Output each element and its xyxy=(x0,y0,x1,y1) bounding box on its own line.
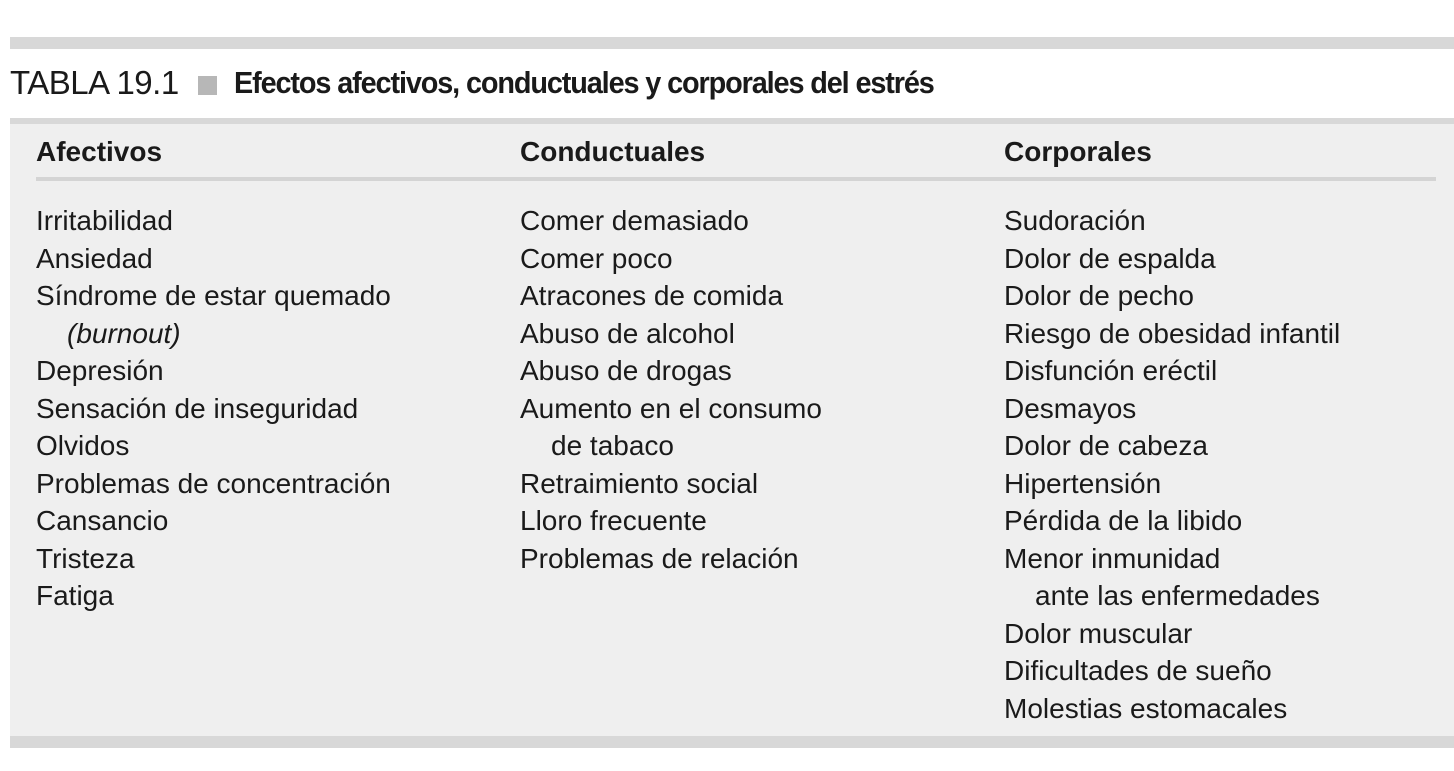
column-header: Corporales xyxy=(1004,136,1152,167)
header-divider xyxy=(36,177,1436,181)
list-item: Comer poco xyxy=(520,242,673,274)
list-item: Problemas de concentración xyxy=(36,467,391,499)
list-item-continuation: ante las enfermedades xyxy=(1035,580,1320,611)
list-item: Tristeza xyxy=(36,542,135,574)
list-item: Problemas de relación xyxy=(520,542,799,574)
square-bullet-icon xyxy=(198,76,217,95)
list-item: Aumento en el consumo xyxy=(520,392,822,424)
list-item: Depresión xyxy=(36,355,164,386)
table-number: TABLA 19.1 xyxy=(10,64,179,101)
column-header: Afectivos xyxy=(36,136,163,167)
list-item: Dolor de espalda xyxy=(1004,242,1216,274)
list-item: Riesgo de obesidad infantil xyxy=(1004,317,1341,349)
item-list xyxy=(36,202,391,615)
list-item: Ansiedad xyxy=(36,242,153,274)
bottom-rule xyxy=(10,736,1454,748)
list-item: Sudoración xyxy=(1004,205,1146,236)
list-item: Atracones de comida xyxy=(520,280,784,311)
list-item: Comer demasiado xyxy=(520,205,749,236)
list-item: Abuso de drogas xyxy=(520,355,732,386)
column-header: Conductuales xyxy=(520,136,706,167)
list-item: Dolor de cabeza xyxy=(1004,430,1208,461)
item-list xyxy=(520,202,822,577)
list-item-continuation: de tabaco xyxy=(551,430,674,461)
list-item: Molestias estomacales xyxy=(1004,692,1288,724)
list-item: Hipertensión xyxy=(1004,467,1162,499)
list-item: Menor inmunidad xyxy=(1004,542,1221,574)
table-panel xyxy=(10,118,1454,748)
list-item: Disfunción eréctil xyxy=(1004,355,1218,386)
list-item: Lloro frecuente xyxy=(520,505,707,536)
list-item: Dificultades de sueño xyxy=(1004,655,1272,686)
list-item: Retraimiento social xyxy=(520,467,759,499)
table-title: Efectos afectivos, conductuales y corporales del estrés xyxy=(233,65,934,100)
table-caption xyxy=(10,62,986,104)
item-list xyxy=(1004,202,1340,727)
list-item: Dolor de pecho xyxy=(1004,280,1194,311)
list-item: Sensación de inseguridad xyxy=(36,392,359,424)
list-item-continuation: (burnout) xyxy=(67,317,181,349)
list-item: Abuso de alcohol xyxy=(520,317,735,349)
top-rule xyxy=(10,37,1454,49)
list-item: Cansancio xyxy=(36,505,169,536)
list-item: Fatiga xyxy=(36,580,114,611)
list-item: Desmayos xyxy=(1004,392,1137,424)
list-item: Irritabilidad xyxy=(36,205,173,236)
list-item: Pérdida de la libido xyxy=(1004,505,1243,536)
list-item: Síndrome de estar quemado xyxy=(36,280,391,311)
list-item: Dolor muscular xyxy=(1004,617,1193,649)
list-item: Olvidos xyxy=(36,430,130,461)
